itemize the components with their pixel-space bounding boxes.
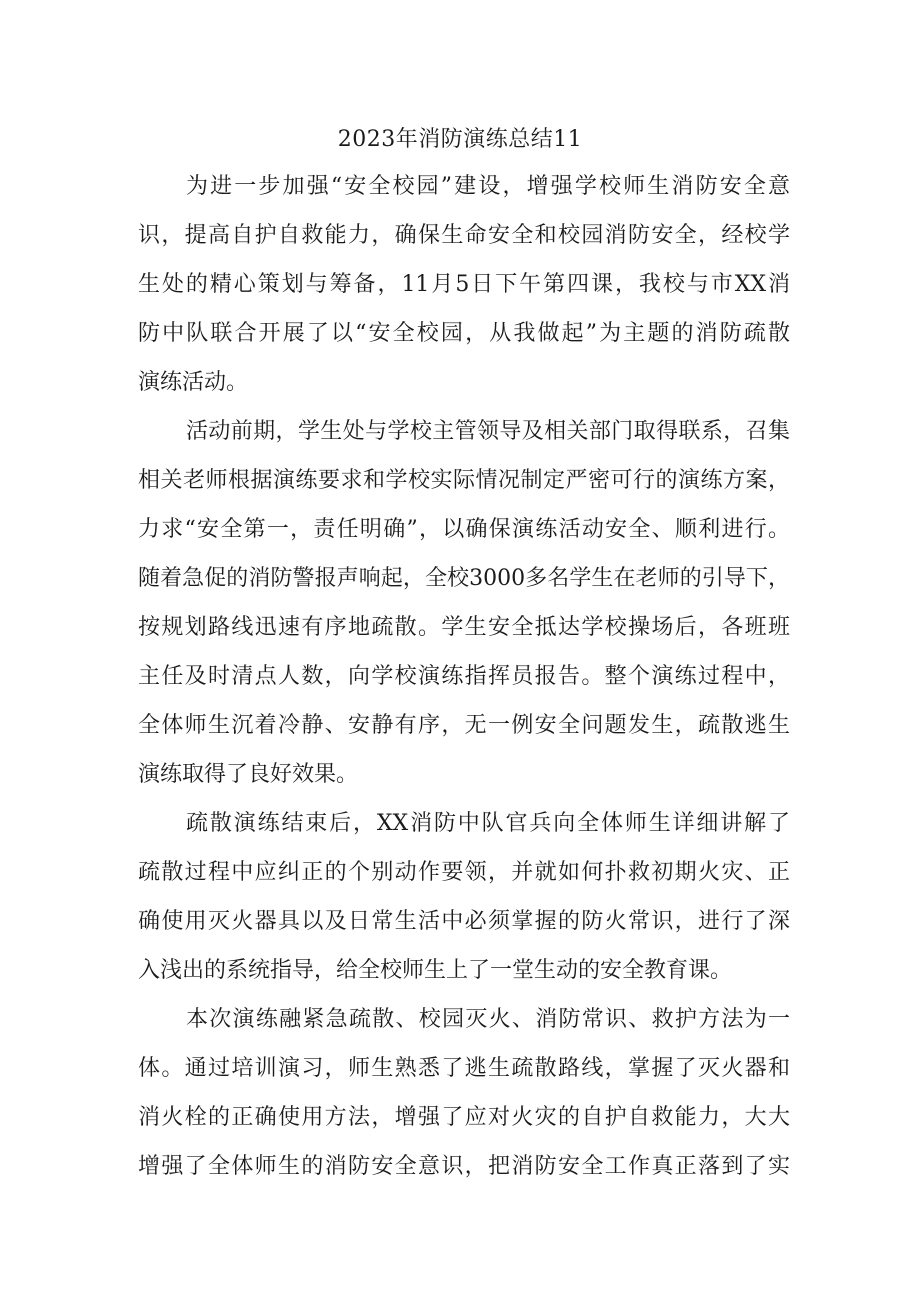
paragraph-line: 体。通过培训演习，师生熟悉了逃生疏散路线，掌握了灭火器和	[138, 1056, 790, 1081]
paragraph-line: 演练活动。	[138, 370, 249, 395]
paragraph-line: 全体师生沉着冷静、安静有序，无一例安全问题发生，疏散逃生	[138, 713, 790, 738]
paragraph-line: 识，提高自护自救能力，确保生命安全和校园消防安全，经校学	[138, 223, 790, 248]
paragraph-line: 演练取得了良好效果。	[138, 762, 359, 787]
paragraph-line: 按规划路线迅速有序地疏散。学生安全抵达学校操场后，各班班	[138, 615, 790, 640]
paragraph-line: 主任及时清点人数，向学校演练指挥员报告。整个演练过程中，	[138, 664, 790, 689]
paragraph-line: 防中队联合开展了以“安全校园，从我做起”为主题的消防疏散	[138, 321, 790, 346]
paragraph-line: 入浅出的系统指导，给全校师生上了一堂生动的安全教育课。	[138, 958, 733, 983]
paragraph-line: 为进一步加强“安全校园”建设，增强学校师生消防安全意	[186, 174, 790, 199]
paragraph-line: 力求“安全第一，责任明确”，以确保演练活动安全、顺利进行。	[138, 517, 790, 542]
paragraph-line: 生处的精心策划与筹备，11月5日下午第四课，我校与市XX消	[138, 272, 790, 297]
paragraph-line: 疏散过程中应纠正的个别动作要领，并就如何扑救初期火灾、正	[138, 860, 790, 885]
paragraph-line: 确使用灭火器具以及日常生活中必须掌握的防火常识，进行了深	[138, 909, 790, 934]
paragraph-line: 随着急促的消防警报声响起，全校3000多名学生在老师的引导下，	[138, 566, 790, 591]
paragraph-line: 增强了全体师生的消防安全意识，把消防安全工作真正落到了实	[138, 1154, 790, 1179]
paragraph-line: 消火栓的正确使用方法，增强了应对火灾的自护自救能力，大大	[138, 1105, 790, 1130]
paragraph-line: 本次演练融紧急疏散、校园灭火、消防常识、救护方法为一	[186, 1007, 790, 1032]
paragraph-line: 相关老师根据演练要求和学校实际情况制定严密可行的演练方案，	[138, 468, 790, 493]
paragraph-line: 疏散演练结束后，XX消防中队官兵向全体师生详细讲解了	[186, 811, 790, 836]
paragraph-line: 活动前期，学生处与学校主管领导及相关部门取得联系，召集	[186, 419, 790, 444]
document-title: 2023年消防演练总结11	[337, 127, 583, 152]
